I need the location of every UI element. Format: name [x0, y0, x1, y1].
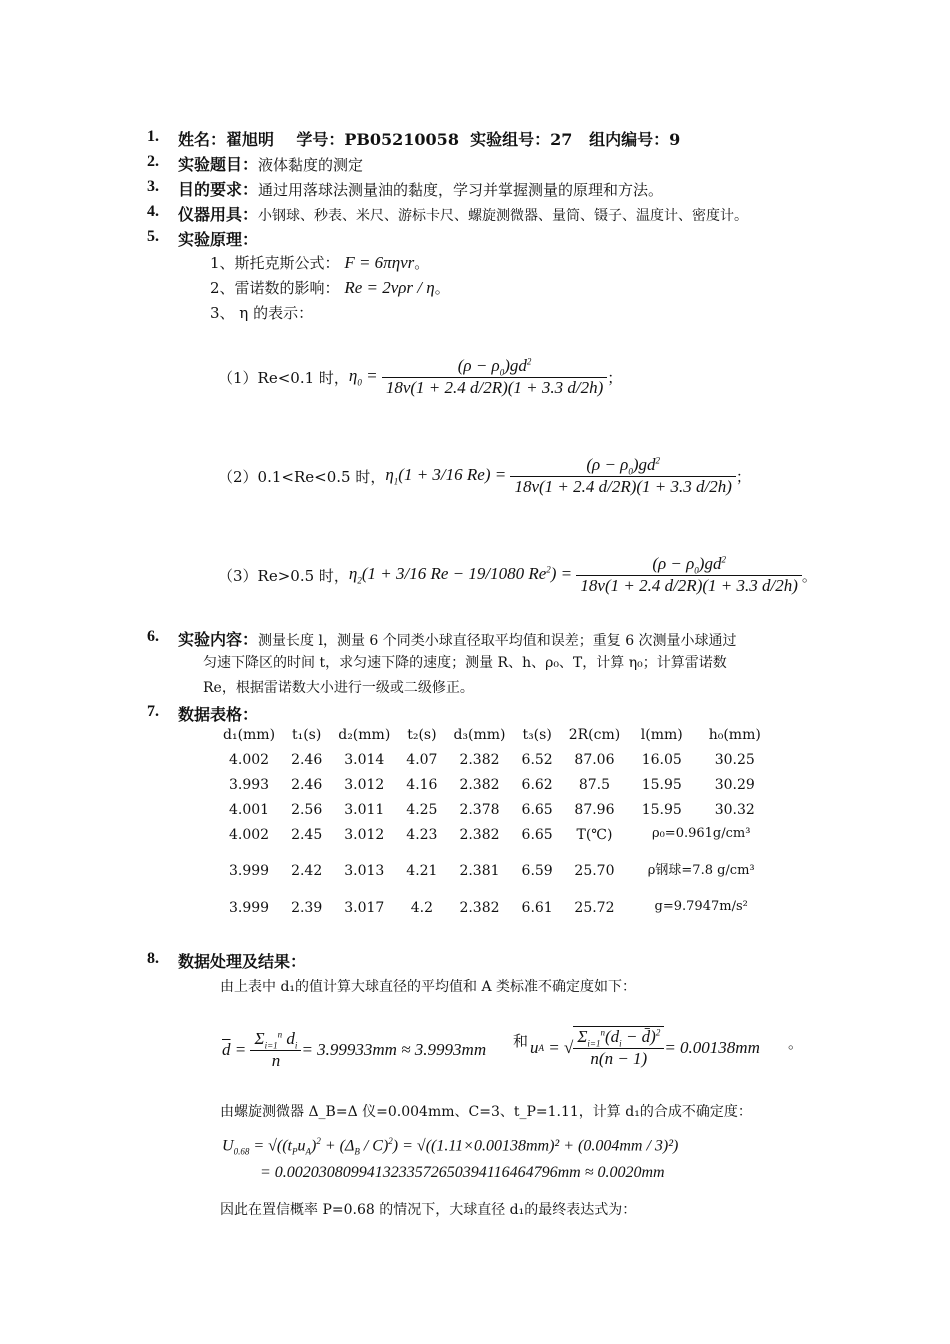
case-3-fraction: $\frac{(\rho - \rho_0)gd^2}{18v(1 + 2.4 d/2R)(1 + 3.3 d/2h)}$	[576, 554, 801, 596]
table-cell: 30.25	[714, 751, 755, 768]
table-cell: 16.05	[641, 751, 682, 768]
equipment-label: 仪器用具：	[178, 205, 259, 224]
table-cell: 2.378	[459, 801, 500, 818]
section-5-number: 5.	[147, 228, 159, 245]
table-cell: ρ₀=0.961g/cm³	[651, 826, 751, 842]
section-3-number: 3.	[147, 178, 159, 195]
experiment-title-line	[178, 152, 363, 175]
table-cell: 4.07	[406, 751, 438, 768]
table-cell: 15.95	[641, 801, 682, 818]
group-label: 实验组号：	[470, 130, 551, 149]
index-label: 组内编号：	[589, 130, 670, 149]
section-1-number: 1.	[147, 128, 159, 145]
table-header: h₀(mm)	[708, 726, 761, 743]
table-cell: 3.999	[228, 863, 270, 879]
table-cell: g=9.7947m/s²	[654, 899, 748, 915]
table-cell: 2.382	[459, 826, 500, 843]
student-info-line	[178, 127, 680, 150]
table-cell: 6.65	[521, 826, 553, 843]
case-2-semicolon: ；	[735, 467, 751, 486]
content-text-2: 匀速下降区的时间 t，求匀速下降的速度；测量 R、h、ρ₀、T，计算 η₀；计算雷诺数	[203, 655, 727, 671]
eta-expression-heading: 3、 η 的表示：	[210, 304, 314, 322]
table-cell: 3.011	[344, 801, 385, 818]
reynolds-end: 。	[434, 279, 450, 297]
table-cell: 2.56	[291, 801, 323, 818]
table-row	[215, 747, 774, 772]
table-cell: 15.95	[641, 776, 682, 793]
case-3-formula: （3）Re>0.5 时， $\eta_2(1 + 3/16$ Re − 19/1080 $Re^2$) = $\frac{(\rho - \rho_0)gd^2}{18v(1 + 2.4 d/2R)(1 + 3.3 d/2h)}$ 。	[218, 553, 817, 596]
table-cell: 87.06	[574, 751, 615, 768]
stokes-formula: F = 6πηvr	[344, 253, 415, 272]
table-cell: 3.014	[344, 751, 385, 768]
processing-intro: 由上表中 d₁的值计算大球直径的平均值和 A 类标准不确定度如下：	[220, 979, 637, 995]
ua-period: 。	[788, 1034, 804, 1052]
equipment-line	[178, 202, 748, 225]
table-cell: 2.45	[291, 826, 323, 843]
table-cell: 25.72	[574, 899, 615, 916]
table-header: d₃(mm)	[453, 726, 506, 743]
final-expression-intro: 因此在置信概率 P=0.68 的情况下，大球直径 d₁的最终表达式为：	[220, 1202, 637, 1218]
table-cell: 25.70	[574, 863, 615, 879]
case-1-fraction: $\frac{(\rho - \rho_0)gd^2}{18v(1 + 2.4 d/2R)(1 + 3.3 d/2h)}$	[382, 356, 607, 398]
case-1-condition: （1）Re<0.1 时，	[218, 368, 349, 387]
group-number: 27	[550, 130, 573, 149]
student-name: 翟旭明	[226, 130, 275, 149]
table-header: d₁(mm)	[223, 726, 276, 743]
table-cell: ρ钢球=7.8 g/cm³	[647, 862, 755, 878]
table-cell: 4.002	[228, 751, 270, 768]
purpose-text: 通过用落球法测量油的黏度，学习并掌握测量的原理和方法。	[258, 181, 664, 199]
experiment-title-label: 实验题目：	[178, 155, 259, 174]
stokes-end: 。	[414, 254, 430, 272]
ua-result: = 0.00138mm	[664, 1037, 760, 1057]
table-cell: 3.993	[228, 776, 270, 793]
table-header: 2R(cm)	[568, 726, 621, 743]
case-2-fraction: $\frac{(\rho - \rho_0)gd^2}{18v(1 + 2.4 d/2R)(1 + 3.3 d/2h)}$	[510, 455, 735, 497]
table-row	[215, 772, 774, 797]
table-row	[215, 822, 774, 847]
processing-label: 数据处理及结果：	[178, 952, 307, 971]
table-row	[215, 847, 774, 895]
index-number: 9	[669, 130, 681, 149]
table-cell: 6.65	[521, 801, 553, 818]
table-header: t₃(s)	[522, 726, 552, 743]
mean-fraction: $\frac{\Sigma_{i=1}^n d_i}{n}$	[250, 1029, 301, 1071]
table-cell: 2.382	[459, 899, 500, 916]
table-cell: 2.382	[459, 776, 500, 793]
stokes-label: 1、斯托克斯公式：	[210, 254, 340, 272]
case-3-condition: （3）Re>0.5 时，	[218, 566, 349, 585]
principle-label: 实验原理：	[178, 230, 259, 249]
table-cell: 2.381	[459, 863, 500, 879]
case-2-formula: （2）0.1<Re<0.5 时， $\eta_1(1 + 3/16$ Re) = $\frac{(\rho - \rho_0)gd^2}{18v(1 + 2.4 d/2R)(1 + 3.3 d/2h)}$ ；	[218, 454, 751, 497]
table-cell: 4.23	[406, 826, 438, 843]
reynolds-label: 2、雷诺数的影响：	[210, 279, 340, 297]
table-cell: 2.42	[291, 863, 323, 879]
table-cell: 4.2	[410, 899, 434, 916]
table-cell: 87.96	[574, 801, 615, 818]
table-cell: 30.29	[714, 776, 755, 793]
table-cell: 2.46	[291, 751, 323, 768]
table-cell: 4.21	[406, 863, 438, 879]
table-cell: T(℃)	[576, 826, 613, 843]
table-cell: 3.012	[344, 826, 385, 843]
table-cell: 2.39	[291, 899, 323, 916]
table-header: d₂(mm)	[338, 726, 391, 743]
table-cell: 3.013	[344, 863, 385, 879]
content-text-3: Re，根据雷诺数大小进行一级或二级修正。	[203, 680, 474, 696]
section-4-number: 4.	[147, 203, 159, 220]
table-cell: 3.999	[228, 899, 270, 916]
mean-result: = 3.99933mm ≈ 3.9993mm	[301, 1040, 487, 1059]
table-cell: 3.017	[344, 899, 385, 916]
content-label: 实验内容：	[178, 630, 259, 649]
case-3-period: 。	[801, 566, 817, 585]
table-cell: 6.52	[521, 751, 553, 768]
table-cell: 30.32	[714, 801, 755, 818]
purpose-label: 目的要求：	[178, 180, 259, 199]
table-cell: 6.59	[521, 863, 553, 879]
table-cell: 4.25	[406, 801, 438, 818]
data-table-label: 数据表格：	[178, 705, 259, 724]
table-header: l(mm)	[640, 726, 683, 743]
table-cell: 2.382	[459, 751, 500, 768]
purpose-line	[178, 177, 663, 200]
section-6-number: 6.	[147, 628, 159, 645]
section-7-number: 7.	[147, 703, 159, 720]
content-text-1: 测量长度 l，测量 6 个同类小球直径取平均值和误差；重复 6 次测量小球通过	[258, 633, 737, 649]
mean-formula: $\overline{d}$ = $\frac{\Sigma_{i=1}^n d_i}{n}$ = 3.99933mm ≈ 3.9993mm	[222, 1028, 487, 1071]
table-cell: 3.012	[344, 776, 385, 793]
table-cell: 4.002	[228, 826, 270, 843]
table-cell: 6.62	[521, 776, 553, 793]
u-expression-1: = √((1.11×0.00138mm)² + (0.004mm / 3)²)	[402, 1137, 679, 1155]
combined-uncertainty-line-2: = 0.002030809941323357265039411646479​6mm ≈ 0.0020mm	[260, 1164, 665, 1181]
table-cell: 4.16	[406, 776, 438, 793]
table-header: t₁(s)	[291, 726, 322, 743]
content-line-1	[178, 627, 737, 650]
ua-formula: u A = √ $\frac{\Sigma_{i=1}^n(d_i - d̄)^2}{n(n - 1)}$ = 0.00138mm	[530, 1026, 760, 1069]
equipment-text: 小钢球、秒表、米尺、游标卡尺、螺旋测微器、量筒、镊子、温度计、密度计。	[258, 208, 749, 224]
and-word: 和	[513, 1032, 529, 1050]
table-cell: 2.46	[291, 776, 323, 793]
section-8-number: 8.	[147, 950, 159, 967]
student-id: PB05210058	[344, 130, 459, 149]
table-header-row	[215, 722, 774, 747]
table-row	[215, 797, 774, 822]
table-cell: 87.5	[578, 776, 611, 793]
name-label: 姓名：	[178, 130, 227, 149]
stokes-line	[210, 252, 429, 273]
table-row	[215, 895, 774, 920]
reynolds-formula: Re = 2vρr / η	[344, 278, 435, 297]
combined-uncertainty-line-1: $U_{0.68} = √((t_Pu_A)^2 + (\Delta_B / C)^2) = √((1.11\times 0.00138mm)^2 + (0.004mm / 3)^2)$	[222, 1136, 679, 1157]
experiment-title: 液体黏度的测定	[258, 156, 364, 174]
section-2-number: 2.	[147, 153, 159, 170]
ua-fraction: $\frac{\Sigma_{i=1}^n(d_i - d̄)^2}{n(n - 1)}$	[573, 1026, 664, 1069]
case-2-condition: （2）0.1<Re<0.5 时，	[218, 467, 386, 486]
table-cell: 4.001	[228, 801, 270, 818]
table-header: t₂(s)	[407, 726, 437, 743]
id-label: 学号：	[296, 130, 345, 149]
case-1-formula: （1）Re<0.1 时， $\eta_0$ = $\frac{(\rho - \rho_0)gd^2}{18v(1 + 2.4 d/2R)(1 + 3.3 d/2h)}$ ；	[218, 355, 623, 398]
reynolds-line	[210, 277, 450, 298]
instrument-uncertainty-line: 由螺旋测微器 Δ_B=Δ 仪=0.004mm、C=3、t_P=1.11，计算 d₁的合成不确定度：	[220, 1104, 752, 1120]
table-cell: 6.61	[521, 899, 553, 916]
data-table	[215, 722, 774, 920]
case-1-semicolon: ；	[607, 368, 623, 387]
